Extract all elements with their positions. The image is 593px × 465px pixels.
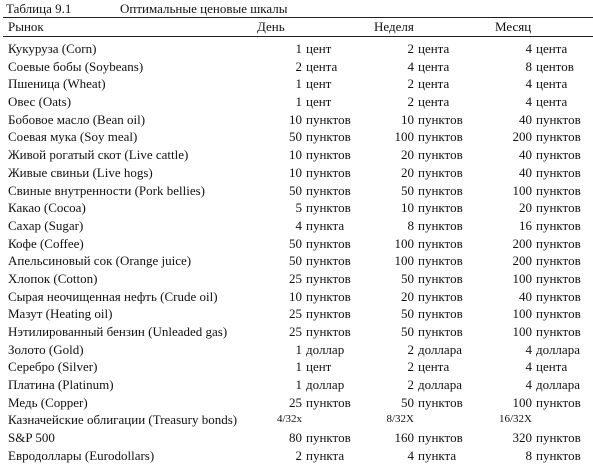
week-unit: цента — [418, 359, 450, 375]
month-value: 4 — [525, 341, 532, 357]
month-unit: пунктов — [536, 306, 581, 322]
table-row — [0, 323, 593, 341]
table-row — [0, 288, 593, 306]
month-unit: доллара — [536, 341, 580, 357]
week-value: 4 — [407, 447, 414, 463]
table-row — [0, 394, 593, 412]
week-unit: пунктов — [418, 111, 463, 127]
day-unit: цент — [306, 41, 332, 56]
week-unit: пунктов — [418, 182, 463, 198]
month-value: 100 — [512, 182, 532, 198]
day-unit: доллар — [306, 377, 345, 393]
day-unit: пунктов — [306, 164, 351, 180]
week-unit: пунктов — [418, 306, 463, 322]
month-value: 4 — [525, 76, 532, 92]
month-unit: пунктов — [536, 253, 581, 269]
table-row — [0, 164, 593, 182]
table-row — [0, 270, 593, 288]
week-unit: пунктов — [418, 430, 463, 446]
day-unit: пунктов — [306, 394, 351, 410]
month-value: 100 — [512, 394, 532, 410]
week-value: 50 — [401, 270, 414, 286]
table-row — [0, 146, 593, 164]
day-unit: пунктов — [306, 324, 351, 339]
month-unit: доллара — [536, 377, 580, 393]
table-row — [0, 305, 593, 323]
week-unit: пунктов — [418, 270, 463, 286]
table-row — [0, 93, 593, 111]
table-number: Таблица 9.1 — [6, 1, 72, 16]
week-value: 2 — [407, 341, 414, 357]
week-unit: цента — [418, 41, 450, 56]
day-value: 4/32x — [276, 413, 302, 426]
table-row — [0, 199, 593, 217]
month-value: 100 — [512, 306, 532, 322]
month-unit: пунктов — [536, 200, 581, 216]
header-month: Месяц — [495, 19, 532, 34]
month-unit: пунктов — [536, 270, 581, 286]
month-value: 200 — [512, 129, 532, 145]
day-unit: пунктов — [306, 430, 351, 446]
table-title: Оптимальные ценовые шкалы — [120, 1, 288, 16]
market-cell: Кофе (Coffee) — [8, 235, 84, 251]
table-row — [0, 376, 593, 394]
month-value: 4 — [525, 359, 532, 375]
week-value: 2 — [407, 359, 414, 375]
month-value: 40 — [519, 111, 532, 127]
day-unit: пунктов — [306, 129, 351, 145]
header-rule — [3, 36, 593, 37]
day-unit: пунктов — [306, 111, 351, 127]
month-value: 4 — [525, 41, 532, 56]
market-cell: Евродоллары (Eurodollars) — [8, 447, 155, 463]
month-value: 200 — [512, 235, 532, 251]
month-unit: пунктов — [536, 111, 581, 127]
market-cell: Мазут (Heating oil) — [8, 306, 113, 322]
market-cell: Казначейские облигации (Treasury bonds) — [8, 412, 238, 428]
day-unit: пункта — [306, 447, 345, 463]
month-value: 16 — [519, 217, 532, 233]
week-unit: пунктов — [418, 253, 463, 269]
market-cell: Серебро (Silver) — [8, 359, 98, 375]
day-value: 10 — [289, 147, 302, 163]
day-value: 1 — [295, 377, 302, 393]
market-cell: Соевая мука (Soy meal) — [8, 129, 138, 145]
day-value: 25 — [289, 270, 302, 286]
week-value: 50 — [401, 306, 414, 322]
week-unit: цента — [418, 76, 450, 92]
day-value: 1 — [295, 94, 302, 110]
day-unit: цент — [306, 76, 332, 92]
market-cell: Сырая неочищенная нефть (Crude oil) — [8, 288, 218, 304]
day-value: 4 — [295, 217, 302, 233]
week-unit: доллара — [418, 377, 462, 393]
month-value: 100 — [512, 270, 532, 286]
day-value: 25 — [289, 324, 302, 339]
day-value: 80 — [289, 430, 302, 446]
market-cell: Какао (Cocoa) — [8, 200, 86, 216]
week-value: 50 — [401, 324, 414, 339]
week-unit: пунктов — [418, 288, 463, 304]
day-value: 25 — [289, 306, 302, 322]
month-value: 40 — [519, 147, 532, 163]
month-value: 8 — [525, 447, 532, 463]
header-market: Рынок — [8, 19, 44, 34]
week-unit: пунктов — [418, 129, 463, 145]
market-cell: Медь (Copper) — [8, 394, 88, 410]
day-value: 50 — [289, 182, 302, 198]
day-value: 2 — [295, 447, 302, 463]
week-unit: доллара — [418, 341, 462, 357]
market-cell: Апельсиновый сок (Orange juice) — [8, 253, 192, 269]
day-value: 1 — [295, 41, 302, 56]
market-cell: Кукуруза (Corn) — [8, 41, 97, 56]
table-row — [0, 40, 593, 58]
header-day: День — [257, 19, 285, 34]
table-row — [0, 411, 593, 429]
month-unit: цента — [536, 76, 568, 92]
week-unit: цента — [418, 94, 450, 110]
month-unit: пунктов — [536, 288, 581, 304]
day-value: 10 — [289, 111, 302, 127]
market-cell: Сахар (Sugar) — [8, 217, 84, 233]
day-unit: пунктов — [306, 288, 351, 304]
month-unit: центов — [536, 58, 574, 74]
month-unit: пунктов — [536, 182, 581, 198]
market-cell: Золото (Gold) — [8, 341, 84, 357]
table-row — [0, 75, 593, 93]
market-cell: Соевые бобы (Soybeans) — [8, 58, 144, 74]
day-unit: цент — [306, 94, 332, 110]
week-value: 50 — [401, 394, 414, 410]
day-value: 1 — [295, 341, 302, 357]
table-row — [0, 235, 593, 253]
week-value: 50 — [401, 182, 414, 198]
month-value: 4 — [525, 94, 532, 110]
week-unit: пункта — [418, 447, 457, 463]
week-unit: пунктов — [418, 200, 463, 216]
table-row — [0, 429, 593, 447]
week-value: 2 — [407, 94, 414, 110]
month-value: 320 — [512, 430, 532, 446]
day-value: 50 — [289, 253, 302, 269]
month-unit: пунктов — [536, 129, 581, 145]
week-value: 20 — [401, 147, 414, 163]
day-unit: пунктов — [306, 200, 351, 216]
table-row — [0, 128, 593, 146]
table-row — [0, 447, 593, 465]
top-rule — [3, 17, 593, 18]
day-unit: пунктов — [306, 306, 351, 322]
week-value: 2 — [407, 41, 414, 56]
month-unit: цента — [536, 94, 568, 110]
market-cell: Платина (Platinum) — [8, 377, 114, 393]
table-row — [0, 252, 593, 270]
market-cell: Свиные внутренности (Pork bellies) — [8, 182, 205, 198]
day-value: 1 — [295, 76, 302, 92]
month-value: 40 — [519, 164, 532, 180]
month-unit: пунктов — [536, 447, 581, 463]
day-unit: пунктов — [306, 253, 351, 269]
month-value: 20 — [519, 200, 532, 216]
day-value: 10 — [289, 288, 302, 304]
month-unit: цента — [536, 359, 568, 375]
market-cell: Нэтилированный бензин (Unleaded gas) — [8, 324, 228, 339]
week-value: 4 — [407, 58, 414, 74]
day-value: 50 — [289, 129, 302, 145]
week-value: 2 — [407, 76, 414, 92]
day-value: 50 — [289, 235, 302, 251]
header-week: Неделя — [374, 19, 414, 34]
market-cell: Живой рогатый скот (Live cattle) — [8, 147, 189, 163]
month-unit: пунктов — [536, 217, 581, 233]
month-value: 40 — [519, 288, 532, 304]
week-value: 2 — [407, 377, 414, 393]
month-unit: пунктов — [536, 235, 581, 251]
week-unit: пунктов — [418, 164, 463, 180]
day-value: 25 — [289, 394, 302, 410]
week-value: 8/32X — [386, 413, 414, 426]
market-cell: Хлопок (Cotton) — [8, 270, 98, 286]
market-cell: S&P 500 — [8, 430, 55, 446]
week-value: 20 — [401, 288, 414, 304]
table-row — [0, 341, 593, 359]
week-value: 10 — [401, 200, 414, 216]
day-unit: пунктов — [306, 270, 351, 286]
month-value: 200 — [512, 253, 532, 269]
week-unit: пунктов — [418, 217, 463, 233]
month-unit: пунктов — [536, 147, 581, 163]
table-row — [0, 217, 593, 235]
table-row — [0, 111, 593, 129]
week-value: 160 — [394, 430, 414, 446]
day-unit: пунктов — [306, 147, 351, 163]
market-cell: Живые свиньи (Live hogs) — [8, 164, 153, 180]
month-value: 100 — [512, 324, 532, 339]
week-unit: пунктов — [418, 394, 463, 410]
week-value: 8 — [407, 217, 414, 233]
day-unit: пунктов — [306, 235, 351, 251]
table-row — [0, 58, 593, 76]
month-value: 16/32X — [499, 413, 532, 426]
month-value: 8 — [525, 58, 532, 74]
day-unit: цента — [306, 58, 338, 74]
month-unit: пунктов — [536, 430, 581, 446]
week-value: 10 — [401, 111, 414, 127]
week-value: 100 — [394, 129, 414, 145]
month-unit: пунктов — [536, 164, 581, 180]
week-value: 100 — [394, 253, 414, 269]
month-unit: пунктов — [536, 324, 581, 339]
market-cell: Овес (Oats) — [8, 94, 72, 110]
week-value: 20 — [401, 164, 414, 180]
day-value: 2 — [295, 58, 302, 74]
month-value: 4 — [525, 377, 532, 393]
day-value: 5 — [295, 200, 302, 216]
table-row — [0, 182, 593, 200]
week-unit: пунктов — [418, 147, 463, 163]
table-body — [0, 40, 593, 465]
day-unit: доллар — [306, 341, 345, 357]
market-cell: Пшеница (Wheat) — [8, 76, 106, 92]
day-value: 1 — [295, 359, 302, 375]
day-unit: цент — [306, 359, 332, 375]
day-unit: пункта — [306, 217, 345, 233]
week-unit: пунктов — [418, 235, 463, 251]
week-unit: цента — [418, 58, 450, 74]
month-unit: цента — [536, 41, 568, 56]
table-row — [0, 358, 593, 376]
week-unit: пунктов — [418, 324, 463, 339]
market-cell: Бобовое масло (Bean oil) — [8, 111, 146, 127]
day-value: 10 — [289, 164, 302, 180]
week-value: 100 — [394, 235, 414, 251]
day-unit: пунктов — [306, 182, 351, 198]
month-unit: пунктов — [536, 394, 581, 410]
